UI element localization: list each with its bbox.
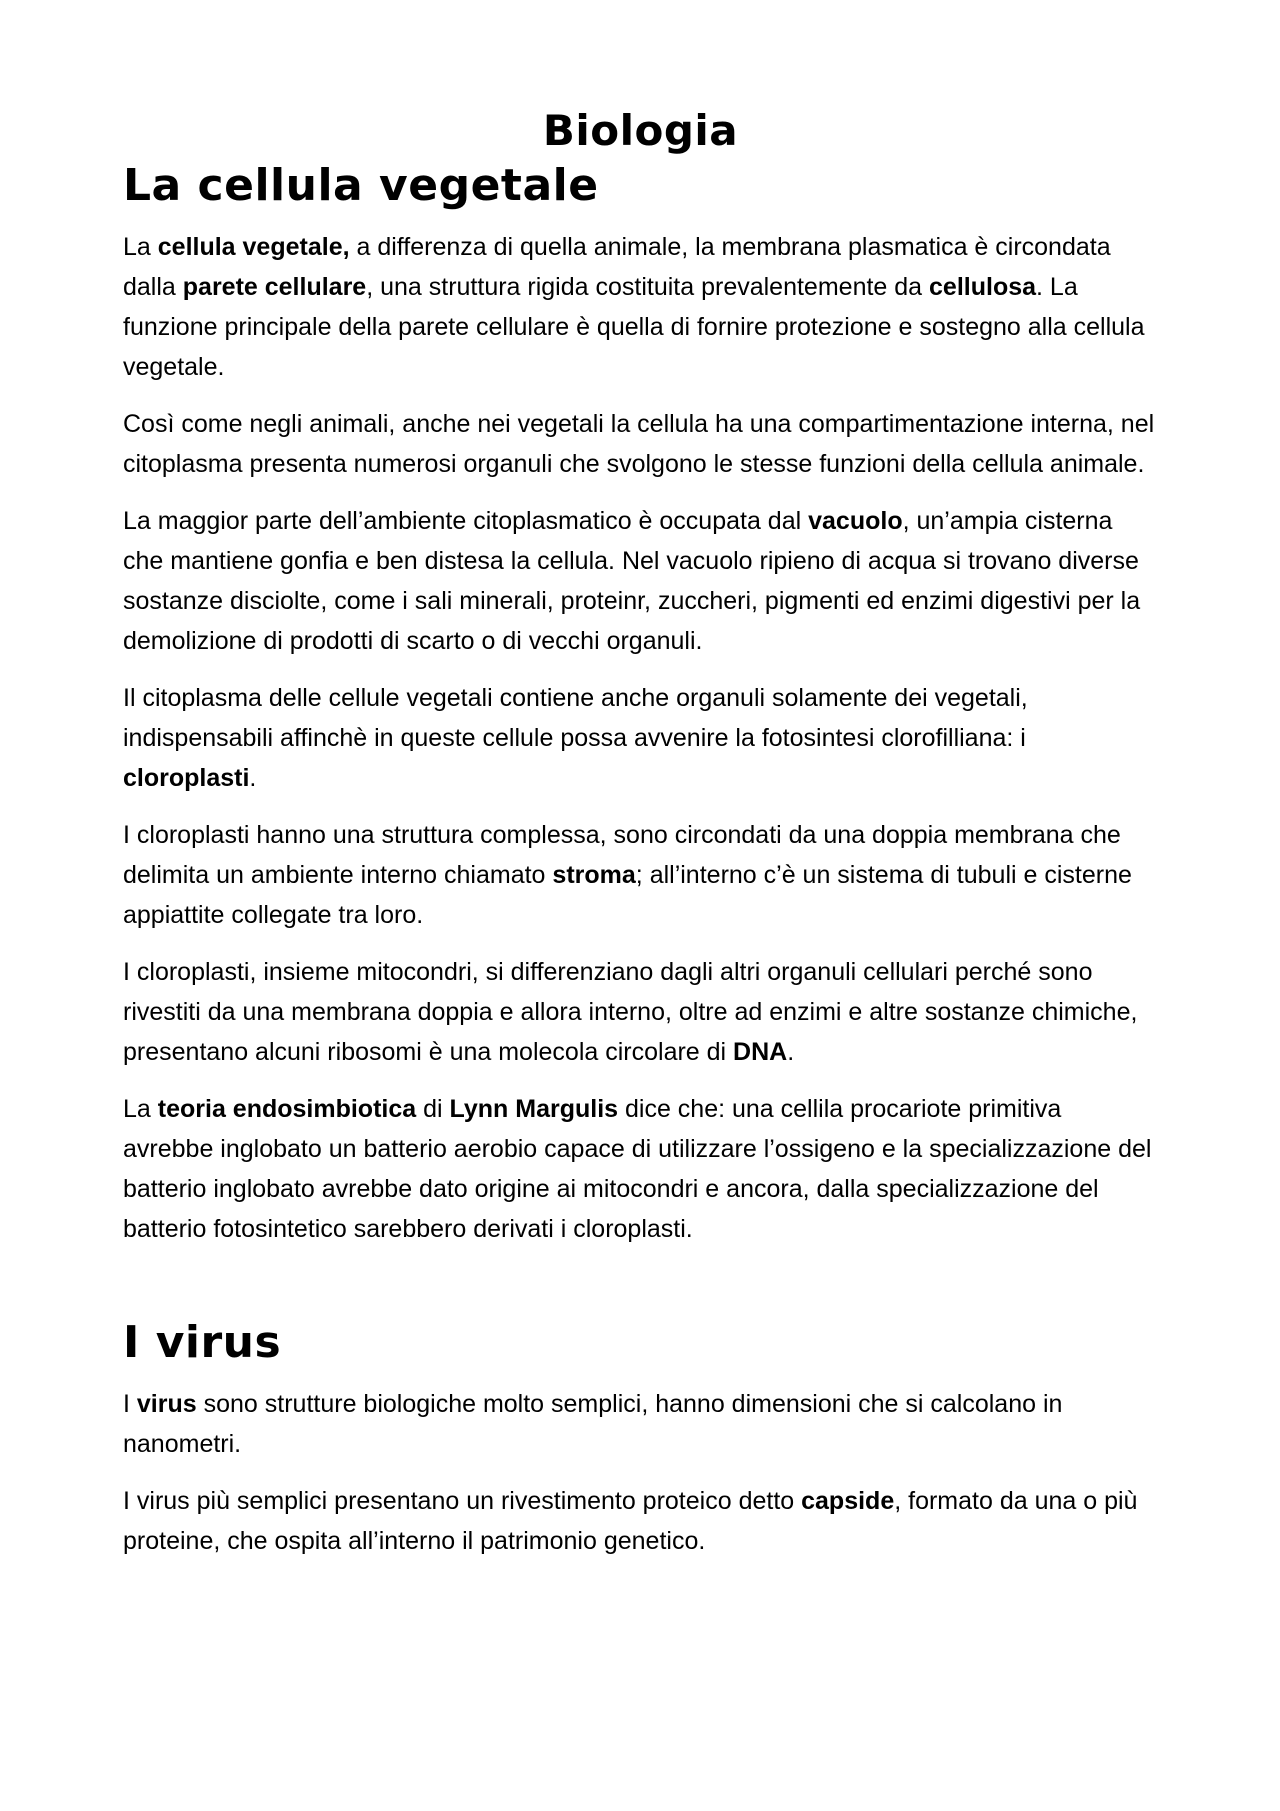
text-run: I cloroplasti hanno una struttura complessa, sono circondati da una doppia membrana che delimita un ambiente interno chiamato [123,821,1121,890]
bold-term: stroma [552,861,636,890]
text-run: Così come negli animali, anche nei vegetali la cellula ha una compartimentazione interna, nel citoplasma presenta numerosi organuli che svolgono le stesse funzioni della cellula animale. [123,410,1155,479]
paragraph [123,815,1158,935]
text-run: ; all’interno c’è un sistema di tubuli e cisterne appiattite collegate tra loro. [123,861,1132,930]
bold-term: DNA [733,1038,788,1067]
bold-term: virus [136,1389,197,1418]
bold-term: cellula vegetale, [157,233,350,262]
paragraph [123,501,1158,661]
paragraph [123,1089,1158,1249]
document-content [123,96,1158,1578]
text-run: Il citoplasma delle cellule vegetali contiene anche organuli solamente dei vegetali, indispensabili affinchè in queste cellule possa avvenire la fotosintesi clorofilliana: i [123,684,1028,753]
bold-term: cloroplasti [123,764,250,793]
section-heading: La cellula vegetale [123,160,599,212]
text-run: La maggior parte dell’ambiente citoplasmatico è occupata dal [123,507,809,536]
text-run: . La funzione principale della parete cellulare è quella di fornire protezione e sostegno alla cellula vegetale. [123,273,1145,382]
bold-term: parete cellulare [182,273,367,302]
document-title: Biologia [542,106,739,155]
text-run: I virus più semplici presentano un rivestimento proteico detto [123,1486,802,1515]
paragraph [123,404,1158,484]
text-run: . [787,1038,795,1067]
text-run: La [123,233,158,262]
paragraph [123,678,1158,798]
text-run: , formato da una o più proteine, che ospita all’interno il patrimonio genetico. [123,1486,1138,1555]
text-run: di [416,1095,450,1124]
document-body [123,160,1158,1561]
bold-term: cellulosa [929,273,1037,302]
text-run: La [123,1095,158,1124]
text-run: a differenza di quella animale, la membrana plasmatica è circondata dalla [123,233,1111,302]
paragraph [123,952,1158,1072]
section-heading: I virus [123,1317,282,1369]
text-run: , un’ampia cisterna che mantiene gonfia e ben distesa la cellula. Nel vacuolo ripieno di acqua si trovano diverse sostanze disciolte, come i sali minerali, proteinr, zuccheri, pigmenti ed enzimi digestivi per la demolizione di prodotti di scarto o di vecchi organuli. [123,507,1141,656]
bold-term: vacuolo [808,507,903,536]
text-run: sono strutture biologiche molto semplici, hanno dimensioni che si calcolano in nanometri. [123,1389,1063,1458]
bold-term: teoria endosimbiotica [157,1095,417,1124]
text-run: dice che: una cellila procariote primitiva avrebbe inglobato un batterio aerobio capace di utilizzare l’ossigeno e la specializzazione del batterio inglobato avrebbe dato origine ai mitocondri e ancora, dalla specializzazione del batterio fotosintetico sarebbero derivati i cloroplasti. [123,1095,1152,1244]
text-run: , una struttura rigida costituita prevalentemente da [366,273,930,302]
paragraph [123,1481,1158,1561]
text-run: I [123,1389,137,1418]
text-run: . [249,764,257,793]
text-run: I cloroplasti, insieme mitocondri, si differenziano dagli altri organuli cellulari perché sono rivestiti da una membrana doppia e allora interno, oltre ad enzimi e altre sostanze chimiche, presentano alcuni ribosomi è una molecola circolare di [123,958,1138,1067]
bold-term: capside [801,1486,895,1515]
paragraph [123,227,1158,387]
bold-term: Lynn Margulis [449,1095,619,1124]
paragraph [123,1384,1158,1464]
